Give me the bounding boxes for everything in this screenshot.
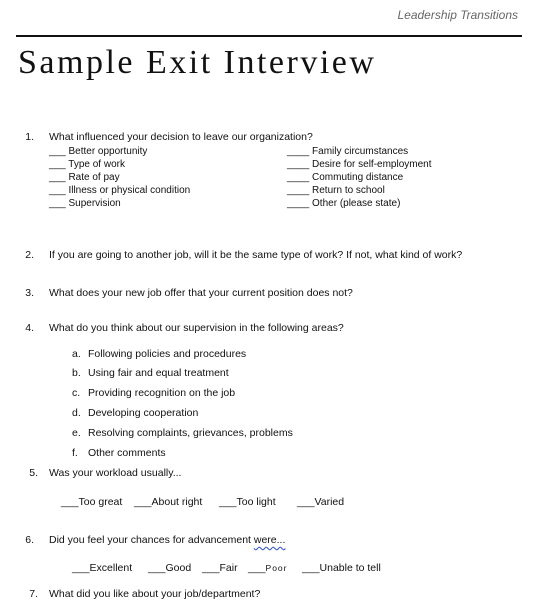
question-text: What did you like about your job/department? [49,588,261,600]
question-text: If you are going to another job, will it be the same type of work? If not, what kind of work? [49,249,463,261]
item-text: Developing cooperation [88,407,199,419]
question-text: What does your new job offer that your current position does not? [49,287,353,299]
supervision-item-c [72,387,235,399]
question-number: 3. [25,287,34,299]
choice-family-circumstances: ____ Family circumstances [287,146,409,157]
question-7 [22,588,502,602]
item-text: Following policies and procedures [88,348,247,360]
spelling-flag: were... [253,534,286,546]
question-text [49,534,285,546]
option-about-right: ___About right [134,496,203,508]
question-text: What do you think about our supervision in the following areas? [49,322,344,334]
question-6 [18,534,518,548]
question-number: 1. [25,131,34,143]
question-1 [18,131,518,145]
question-4 [18,322,518,336]
question-number: 6. [25,534,34,546]
question-text: Was your workload usually... [49,467,182,479]
option-poor-label: Poor [265,563,288,573]
question-number: 2. [25,249,34,261]
option-good: ___Good [148,562,192,574]
item-letter: e. [72,427,81,439]
question-2 [18,249,528,263]
choice-rate-of-pay: ___ Rate of pay [49,172,120,183]
page-title: Sample Exit Interview [18,44,377,81]
supervision-item-d [72,407,198,419]
choice-illness: ___ Illness or physical condition [49,185,191,196]
option-too-great: ___Too great [61,496,123,508]
question-5 [22,467,502,481]
item-letter: b. [72,367,81,379]
item-text: Resolving complaints, grievances, problems [88,427,293,439]
running-header: Leadership Transitions [397,8,518,22]
supervision-item-a [72,348,246,360]
question-number: 7. [29,588,38,600]
choice-self-employment: ____ Desire for self-employment [287,159,432,170]
question-number: 5. [29,467,38,479]
supervision-item-b [72,367,229,379]
question-3 [18,287,518,301]
choice-type-of-work: ___ Type of work [49,159,125,170]
item-letter: d. [72,407,81,419]
choice-other: ____ Other (please state) [287,198,401,209]
question-text: What influenced your decision to leave our organization? [49,131,313,143]
choice-better-opportunity: ___ Better opportunity [49,146,148,157]
item-text: Providing recognition on the job [88,387,236,399]
question-text-main: Did you feel your chances for advancement [49,534,254,546]
option-varied: ___Varied [297,496,345,508]
option-poor [248,562,288,574]
choice-return-to-school: ____ Return to school [287,185,385,196]
item-text: Other comments [88,447,166,459]
option-too-light: ___Too light [219,496,276,508]
supervision-item-e [72,427,293,439]
option-poor-blank: ___ [248,562,266,574]
item-letter: a. [72,348,81,360]
option-fair: ___Fair [202,562,238,574]
choice-supervision: ___ Supervision [49,198,121,209]
question-number: 4. [25,322,34,334]
item-letter: c. [72,387,81,399]
option-excellent: ___Excellent [72,562,133,574]
supervision-item-f [72,447,166,459]
option-unable-to-tell: ___Unable to tell [302,562,381,574]
header-rule [16,35,522,37]
choice-commuting-distance: ____ Commuting distance [287,172,404,183]
item-letter: f. [72,447,78,459]
item-text: Using fair and equal treatment [88,367,229,379]
